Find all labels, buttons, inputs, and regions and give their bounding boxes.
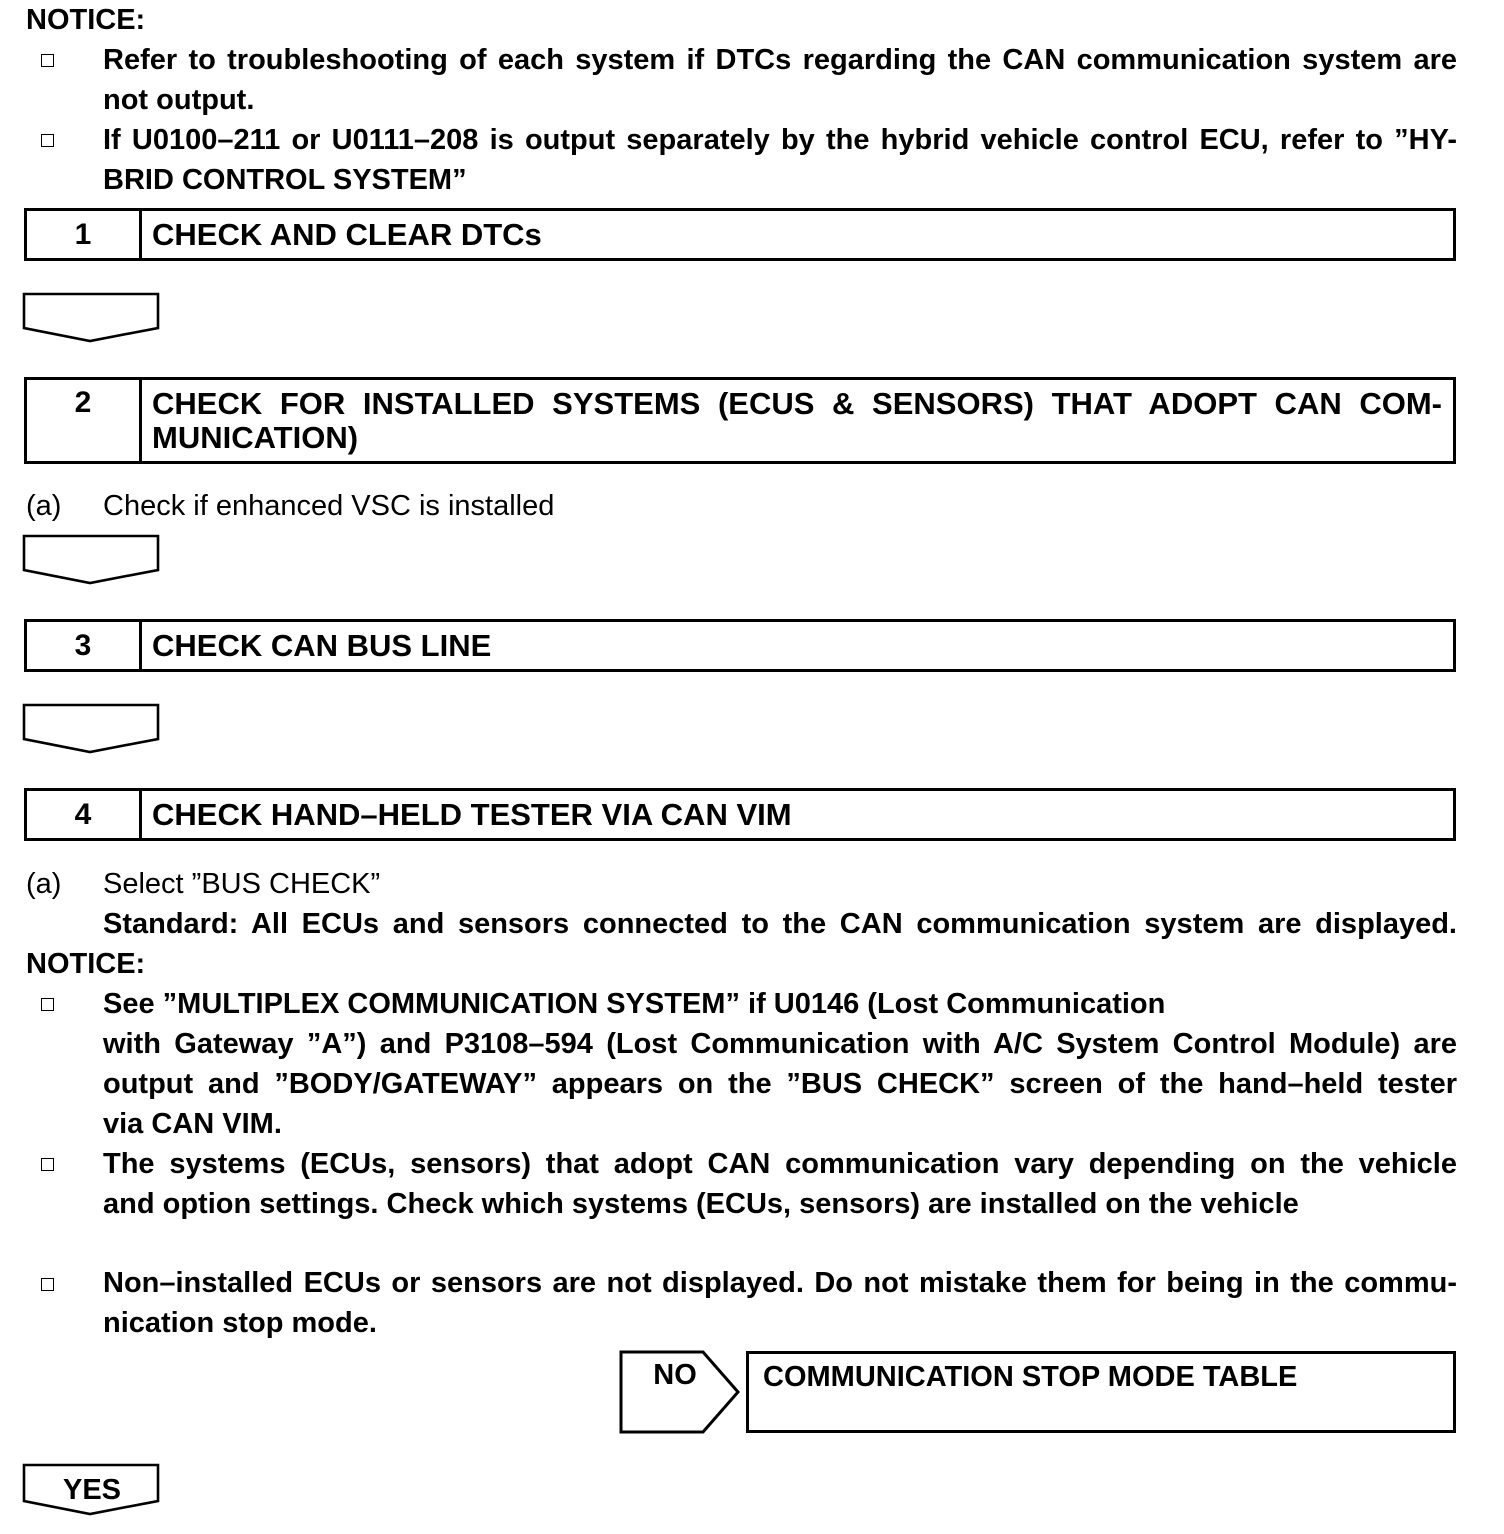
- notice-item-line: The systems (ECUs, sensors) that adopt CAN communication vary depending on the vehicle: [103, 1148, 1457, 1180]
- notice-item-line: not output.: [103, 84, 255, 116]
- step-number: 1: [27, 211, 142, 258]
- standard-text: Standard: All ECUs and sensors connected to the CAN communication system are displayed.: [103, 908, 1457, 940]
- checkbox-bullet-icon: [41, 1158, 54, 1171]
- notice-item-line: Refer to troubleshooting of each system if DTCs regarding the CAN communication system are: [103, 44, 1457, 76]
- flow-arrow-icon: [22, 292, 162, 344]
- no-action-text: COMMUNICATION STOP MODE TABLE: [763, 1361, 1298, 1393]
- substep-text: Check if enhanced VSC is installed: [103, 490, 555, 522]
- checkbox-bullet-icon: [41, 998, 54, 1011]
- step-title-line: MUNICATION): [152, 420, 359, 455]
- step-2-box: [24, 377, 1456, 464]
- notice-heading: NOTICE:: [26, 948, 146, 980]
- checkbox-bullet-icon: [41, 1278, 54, 1291]
- notice-item-line: nication stop mode.: [103, 1307, 377, 1339]
- notice-item-line: via CAN VIM.: [103, 1108, 282, 1140]
- step-1-box: [24, 208, 1456, 261]
- step-title: CHECK HAND–HELD TESTER VIA CAN VIM: [152, 797, 792, 832]
- step-title: CHECK AND CLEAR DTCs: [152, 217, 542, 252]
- notice-item-line: BRID CONTROL SYSTEM”: [103, 164, 467, 196]
- notice-item-line: Non–installed ECUs or sensors are not displayed. Do not mistake them for being in the commu-: [103, 1267, 1457, 1299]
- notice-item-line: See ”MULTIPLEX COMMUNICATION SYSTEM” if U0146 (Lost Communication: [103, 988, 1166, 1020]
- substep-marker: (a): [26, 490, 62, 522]
- flow-arrow-icon: [22, 703, 162, 755]
- notice-item-line: with Gateway ”A”) and P3108–594 (Lost Communication with A/C System Control Module) are: [103, 1028, 1457, 1060]
- substep-marker: (a): [26, 868, 62, 900]
- checkbox-bullet-icon: [41, 134, 54, 147]
- flow-arrow-icon: [22, 534, 162, 586]
- step-number: 3: [27, 622, 142, 669]
- substep-text: Select ”BUS CHECK”: [103, 868, 381, 900]
- step-3-box: [24, 619, 1456, 672]
- notice-item-line: If U0100–211 or U0111–208 is output separately by the hybrid vehicle control ECU, refer to ”HY-: [103, 124, 1457, 156]
- notice-item-line: and option settings. Check which systems (ECUs, sensors) are installed on the vehicle: [103, 1188, 1299, 1220]
- step-title-line: CHECK FOR INSTALLED SYSTEMS (ECUS & SENSORS) THAT ADOPT CAN COM-: [152, 386, 1442, 421]
- step-4-box: [24, 788, 1456, 841]
- notice-heading: NOTICE:: [26, 4, 146, 36]
- checkbox-bullet-icon: [41, 54, 54, 67]
- no-label: NO: [653, 1359, 697, 1391]
- step-number: 2: [27, 380, 142, 461]
- step-title: CHECK CAN BUS LINE: [152, 628, 492, 663]
- no-action-box: [746, 1351, 1456, 1433]
- yes-label: YES: [62, 1474, 122, 1506]
- notice-item-line: output and ”BODY/GATEWAY” appears on the ”BUS CHECK” screen of the hand–held tester: [103, 1068, 1457, 1100]
- step-number: 4: [27, 791, 142, 838]
